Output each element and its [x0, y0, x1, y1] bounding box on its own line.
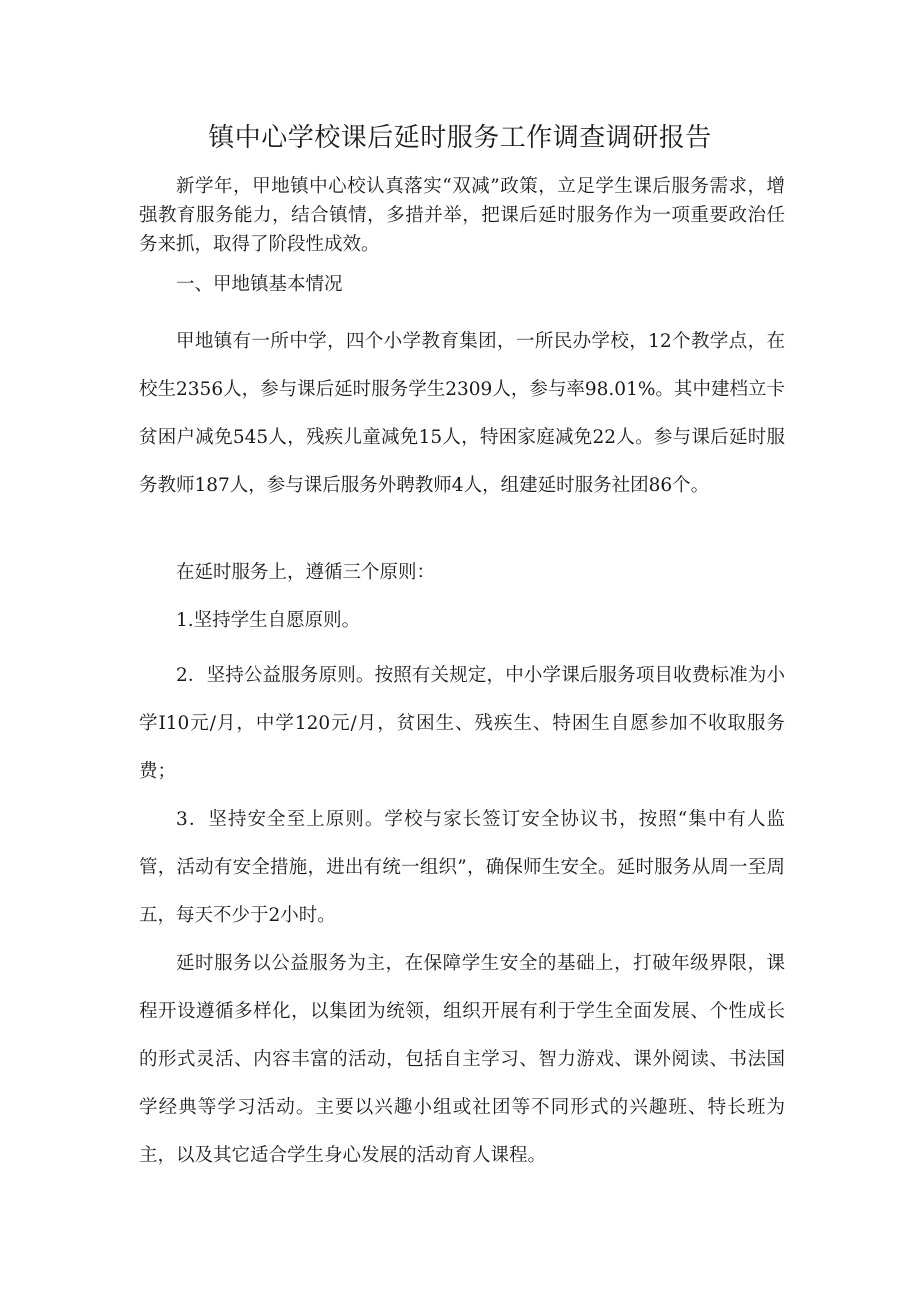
principle-1-paragraph: 1.坚持学生自愿原则。: [176, 610, 361, 631]
principle-3-paragraph: 3．坚持安全至上原则。学校与家长签订安全协议书，按照“集中有人监管，活动有安全措施，进出有统一组织”，确保师生安全。延时服务从周一至周五，每天不少于2小时。: [139, 809, 785, 926]
basic-info-paragraph: 甲地镇有一所中学，四个小学教育集团，一所民办学校，12个教学点，在校生2356人，参与课后延时服务学生2309人，参与率98.01%。其中建档立卡贫困户减免545人，残疾儿童减免15人，特困家庭减免22人。参与课后延时服务教师187人，参与课后服务外聘教师4人，组建延时服务社团86个。: [139, 331, 785, 496]
principles-lead-paragraph: 在延时服务上，遵循三个原则：: [176, 562, 436, 583]
intro-paragraph: 新学年，甲地镇中心校认真落实“双减”政策，立足学生课后服务需求，增强教育服务能力，结合镇情，多措并举，把课后延时服务作为一项重要政治任务来抓，取得了阶段性成效。: [139, 176, 785, 255]
document-title: 镇中心学校课后延时服务工作调查调研报告: [208, 123, 712, 153]
principle-2-paragraph: 2．坚持公益服务原则。按照有关规定，中小学课后服务项目收费标准为小学I10元/月，中学120元/月，贫困生、残疾生、特困生自愿参加不收取服务费；: [139, 665, 785, 782]
section-heading-basic-info: 一、甲地镇基本情况: [176, 274, 343, 295]
service-content-paragraph: 延时服务以公益服务为主，在保障学生安全的基础上，打破年级界限，课程开设遵循多样化，以集团为统领，组织开展有利于学生全面发展、个性成长的形式灵活、内容丰富的活动，包括自主学习、智力游戏、课外阅读、书法国学经典等学习活动。主要以兴趣小组或社团等不同形式的兴趣班、特长班为主，以及其它适合学生身心发展的活动育人课程。: [139, 953, 785, 1166]
